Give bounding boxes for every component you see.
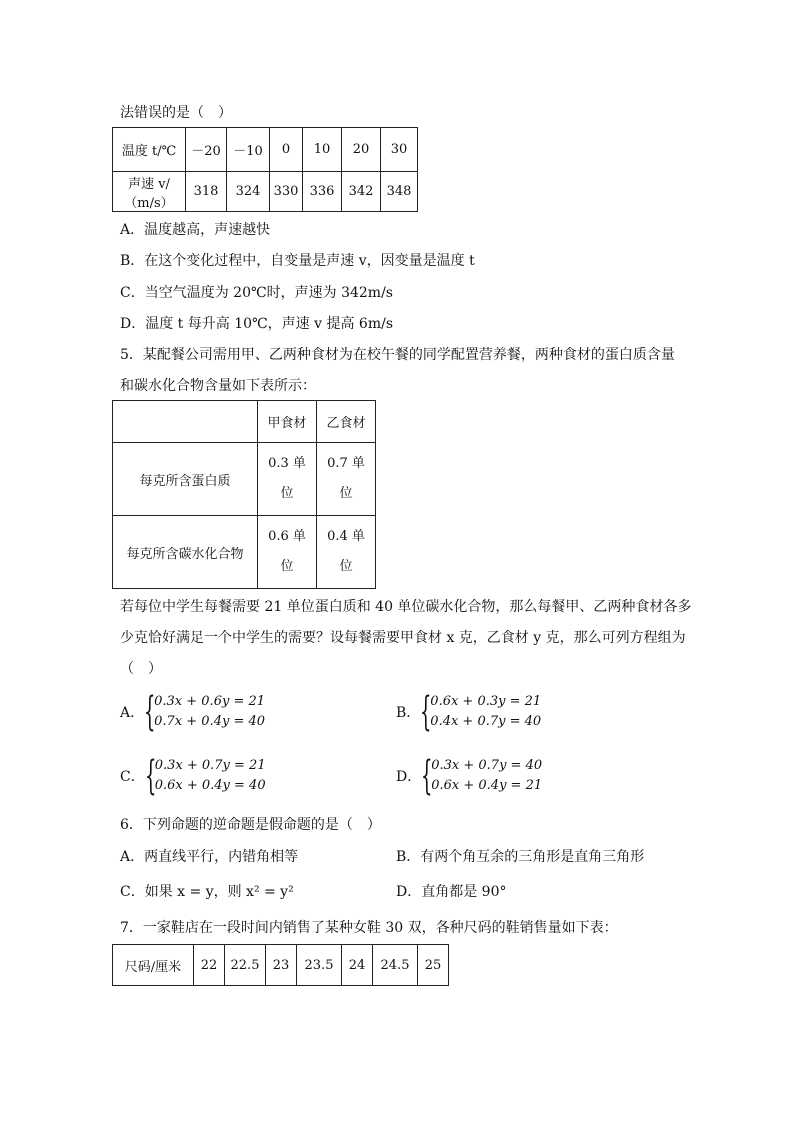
q7-cell: 23.5 — [297, 945, 342, 986]
q5-row1-label: 每克所含蛋白质 — [113, 443, 258, 516]
q7-cell: 22 — [194, 945, 225, 986]
q5-option-d-eq2: 0.6x + 0.4y = 21 — [431, 778, 543, 793]
q4-option-c: C．当空气温度为 20℃时，声速为 342m/s — [120, 285, 393, 301]
q5-option-c-label: C． — [120, 769, 145, 785]
q6-option-a: A．两直线平行，内错角相等 — [120, 849, 299, 865]
q6-stem: 6．下列命题的逆命题是假命题的是（ ） — [120, 817, 381, 833]
q5-option-d-label: D． — [396, 769, 422, 785]
q5-after-line2: 少克恰好满足一个中学生的需要？设每餐需要甲食材 x 克，乙食材 y 克，那么可列方程组为 — [120, 630, 686, 646]
q7-cell: 23 — [266, 945, 297, 986]
q5-option-c-eq2: 0.6x + 0.4y = 40 — [154, 778, 266, 793]
q5-row1-a-line2: 位 — [280, 486, 294, 501]
q5-option-d-system — [431, 756, 542, 796]
q7-cell: 25 — [418, 945, 449, 986]
q4-row2-cell: 348 — [381, 172, 418, 212]
q5-option-a-eq1: 0.3x + 0.6y = 21 — [154, 694, 266, 709]
q5-row1-cell-b — [317, 443, 376, 516]
q5-option-d-eq1: 0.3x + 0.7y = 40 — [431, 758, 543, 773]
q5-option-b-eq2: 0.4x + 0.7y = 40 — [430, 714, 542, 729]
q4-row1-cell: 30 — [381, 128, 418, 172]
q5-stem-line1: 5．某配餐公司需用甲、乙两种食材为在校午餐的同学配置营养餐，两种食材的蛋白质含量 — [120, 347, 675, 363]
q7-stem: 7．一家鞋店在一段时间内销售了某种女鞋 30 双，各种尺码的鞋销售量如下表： — [120, 920, 618, 936]
brace-icon: { — [144, 753, 157, 799]
q5-row2-cell-b — [317, 516, 376, 589]
q5-option-c-eq1: 0.3x + 0.7y = 21 — [154, 758, 266, 773]
q5-row2-b-line1: 0.4 单 — [327, 529, 365, 544]
q4-row2-cell: 342 — [342, 172, 381, 212]
q5-header-empty — [113, 401, 258, 443]
q5-row2-a-line2: 位 — [280, 559, 294, 574]
q5-row2-a-line1: 0.6 单 — [268, 529, 306, 544]
q7-cell: 22.5 — [225, 945, 266, 986]
q4-row2-cell: 324 — [227, 172, 270, 212]
q4-row2-cell: 336 — [303, 172, 342, 212]
q5-option-b-system — [430, 692, 541, 732]
q5-option-d — [396, 753, 543, 799]
q6-option-b: B．有两个角互余的三角形是直角三角形 — [396, 849, 645, 865]
q5-after-line1: 若每位中学生每餐需要 21 单位蛋白质和 40 单位碳水化合物，那么每餐甲、乙两种食材各多 — [120, 599, 692, 615]
q4-row1-cell: 10 — [303, 128, 342, 172]
q5-after-line3: （ ） — [120, 661, 162, 677]
q6-option-c: C．如果 x = y，则 x² = y² — [120, 884, 294, 900]
q4-option-d: D．温度 t 每升高 10℃，声速 v 提高 6m/s — [120, 316, 394, 332]
q4-row1-cell: －20 — [186, 128, 227, 172]
q5-option-c — [120, 753, 266, 799]
q5-stem-line2: 和碳水化合物含量如下表所示： — [120, 378, 316, 394]
q5-option-b-eq1: 0.6x + 0.3y = 21 — [430, 694, 542, 709]
q5-option-a-system — [154, 692, 265, 732]
brace-icon: { — [421, 753, 433, 799]
q5-option-b-label: B． — [396, 705, 421, 721]
q5-row1-cell-a — [258, 443, 317, 516]
q4-row2-cell: 330 — [270, 172, 303, 212]
q4-row2-cell: 318 — [186, 172, 227, 212]
q7-cell: 24 — [342, 945, 373, 986]
brace-icon: { — [420, 689, 432, 735]
q5-row2-b-line2: 位 — [339, 559, 353, 574]
q4-row1-cell: 0 — [270, 128, 303, 172]
q5-row1-b-line1: 0.7 单 — [327, 456, 365, 471]
q4-row1-cell: 20 — [342, 128, 381, 172]
q4-stem-tail: 法错误的是（ ） — [120, 105, 232, 121]
q5-option-a-eq2: 0.7x + 0.4y = 40 — [154, 714, 266, 729]
q7-label: 尺码/厘米 — [113, 945, 194, 986]
q4-row1-label: 温度 t/℃ — [113, 128, 186, 172]
q5-row2-cell-a — [258, 516, 317, 589]
q7-cell: 24.5 — [373, 945, 418, 986]
q5-header-col1: 甲食材 — [258, 401, 317, 443]
q5-table — [112, 400, 376, 589]
q4-row2-label: 声速 v/（m/s） — [113, 172, 186, 212]
q5-header-col2: 乙食材 — [317, 401, 376, 443]
q5-row1-a-line1: 0.3 单 — [268, 456, 306, 471]
q6-option-d: D．直角都是 90° — [396, 884, 507, 900]
q4-row1-cell: －10 — [227, 128, 270, 172]
q5-row2-label: 每克所含碳水化合物 — [113, 516, 258, 589]
q7-table — [112, 944, 449, 986]
q4-option-a: A．温度越高，声速越快 — [120, 222, 271, 238]
brace-icon: { — [144, 689, 156, 735]
q5-option-a-label: A． — [120, 705, 145, 721]
q4-table — [112, 127, 418, 212]
q5-option-c-system — [155, 756, 266, 796]
q4-option-b: B．在这个变化过程中，自变量是声速 v，因变量是温度 t — [120, 253, 475, 269]
q5-option-a — [120, 689, 266, 735]
q5-option-b — [396, 689, 542, 735]
q5-row1-b-line2: 位 — [339, 486, 353, 501]
